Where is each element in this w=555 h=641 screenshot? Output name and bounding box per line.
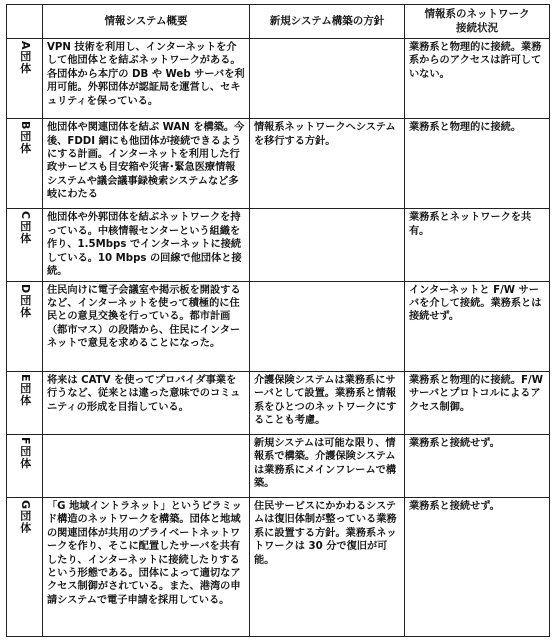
row-label: A団体 <box>18 41 32 75</box>
policy-cell <box>250 39 405 119</box>
table-row <box>7 119 550 209</box>
policy-cell: 情報系ネットワークへシステムを移行する方針。 <box>250 119 405 209</box>
row-label-cell <box>7 39 43 119</box>
network-cell: 業務系と接続せず。 <box>405 434 550 497</box>
table-row <box>7 39 550 119</box>
row-label-cell <box>7 119 43 209</box>
policy-cell: 住民サービスにかかわるシステムは復旧体制が整っている業務系に設置する方針。業務系ネットワークは 30 分で復旧が可能。 <box>250 497 405 636</box>
policy-cell <box>250 281 405 371</box>
row-label: G団体 <box>18 499 32 534</box>
row-label-cell <box>7 371 43 434</box>
header-policy: 新規システム構築の方針 <box>250 5 405 39</box>
overview-cell <box>43 434 250 497</box>
row-label-cell <box>7 281 43 371</box>
overview-cell: 他団体や外郭団体を結ぶネットワークを持っている。中核情報センターという組織を作り、1.5Mbps でインターネットに接続している。10 Mbps の回線で他団体と接続。 <box>43 209 250 281</box>
policy-cell <box>250 209 405 281</box>
header-network-line1: 情報系のネットワーク <box>424 7 530 20</box>
table-row <box>7 434 550 497</box>
policy-cell: 新規システムは可能な限り、情報系で構築。介護保険システムは業務系にメインフレームで構築。 <box>250 434 405 497</box>
header-network <box>405 5 550 39</box>
table-row <box>7 281 550 371</box>
network-cell: 業務系と物理的に接続。業務系からのアクセスは許可していない。 <box>405 39 550 119</box>
network-cell: 業務系とネットワークを共有。 <box>405 209 550 281</box>
table-row <box>7 371 550 434</box>
header-corner <box>7 5 43 39</box>
header-overview: 情報システム概要 <box>43 5 250 39</box>
header-row <box>7 5 550 39</box>
overview-cell: 将来は CATV を使ってプロバイダ事業を行うなど、従来とは違った意味でのコミュニティの形成を目指している。 <box>43 371 250 434</box>
network-cell: インターネットと F/W サーバを介して接続。業務系とは接続せず。 <box>405 281 550 371</box>
row-label: D団体 <box>18 283 32 318</box>
table-row <box>7 209 550 281</box>
network-cell: 業務系と接続せず。 <box>405 497 550 636</box>
network-cell: 業務系と物理的に接続。F/W サーバとプロトコルによるアクセス制御。 <box>405 371 550 434</box>
comparison-table <box>6 4 550 637</box>
network-cell: 業務系と物理的に接続。 <box>405 119 550 209</box>
table-row <box>7 497 550 636</box>
row-label-cell <box>7 209 43 281</box>
header-network-line2: 接続状況 <box>456 21 498 34</box>
row-label-cell <box>7 434 43 497</box>
overview-cell: VPN 技術を利用し、インターネットを介して他団体とを結ぶネットワークがある。各団体から本庁の DB や Web サーバを利用可能。外郭団体が認証局を運営し、セキュリティを保っている。 <box>43 39 250 119</box>
row-label: E団体 <box>18 373 32 407</box>
overview-cell: 住民向けに電子会議室や掲示板を開設するなど、インターネットを使って積極的に住民との意見交換を行っている。都市計画（都市マス）の段階から、住民にインターネットで意見を求めることになった。 <box>43 281 250 371</box>
policy-cell: 介護保険システムは業務系にサーバとして設置。業務系と情報系をひとつのネットワークにすることも考慮。 <box>250 371 405 434</box>
row-label-cell <box>7 497 43 636</box>
row-label: B団体 <box>18 121 32 155</box>
row-label: F団体 <box>18 436 32 470</box>
overview-cell: 他団体や関連団体を結ぶ WAN を構築。今後、FDDI 網にも他団体が接続できるようにする計画。インターネットを利用した行政サービスも目安箱や災害･緊急医療情報システムや議会議事録検索システムなど多岐にわたる <box>43 119 250 209</box>
overview-cell: 「G 地域イントラネット」というピラミッド構造のネットワークを構築。団体と地域の関連団体が共用のプライベートネットワークを作り、そこに配置したサーバを共有したり、インターネットに接続したりするという形態である。団体によって適切なアクセス制御がされている。また、港湾の申請システムで電子申請を採用している。 <box>43 497 250 636</box>
row-label: C団体 <box>18 211 32 245</box>
